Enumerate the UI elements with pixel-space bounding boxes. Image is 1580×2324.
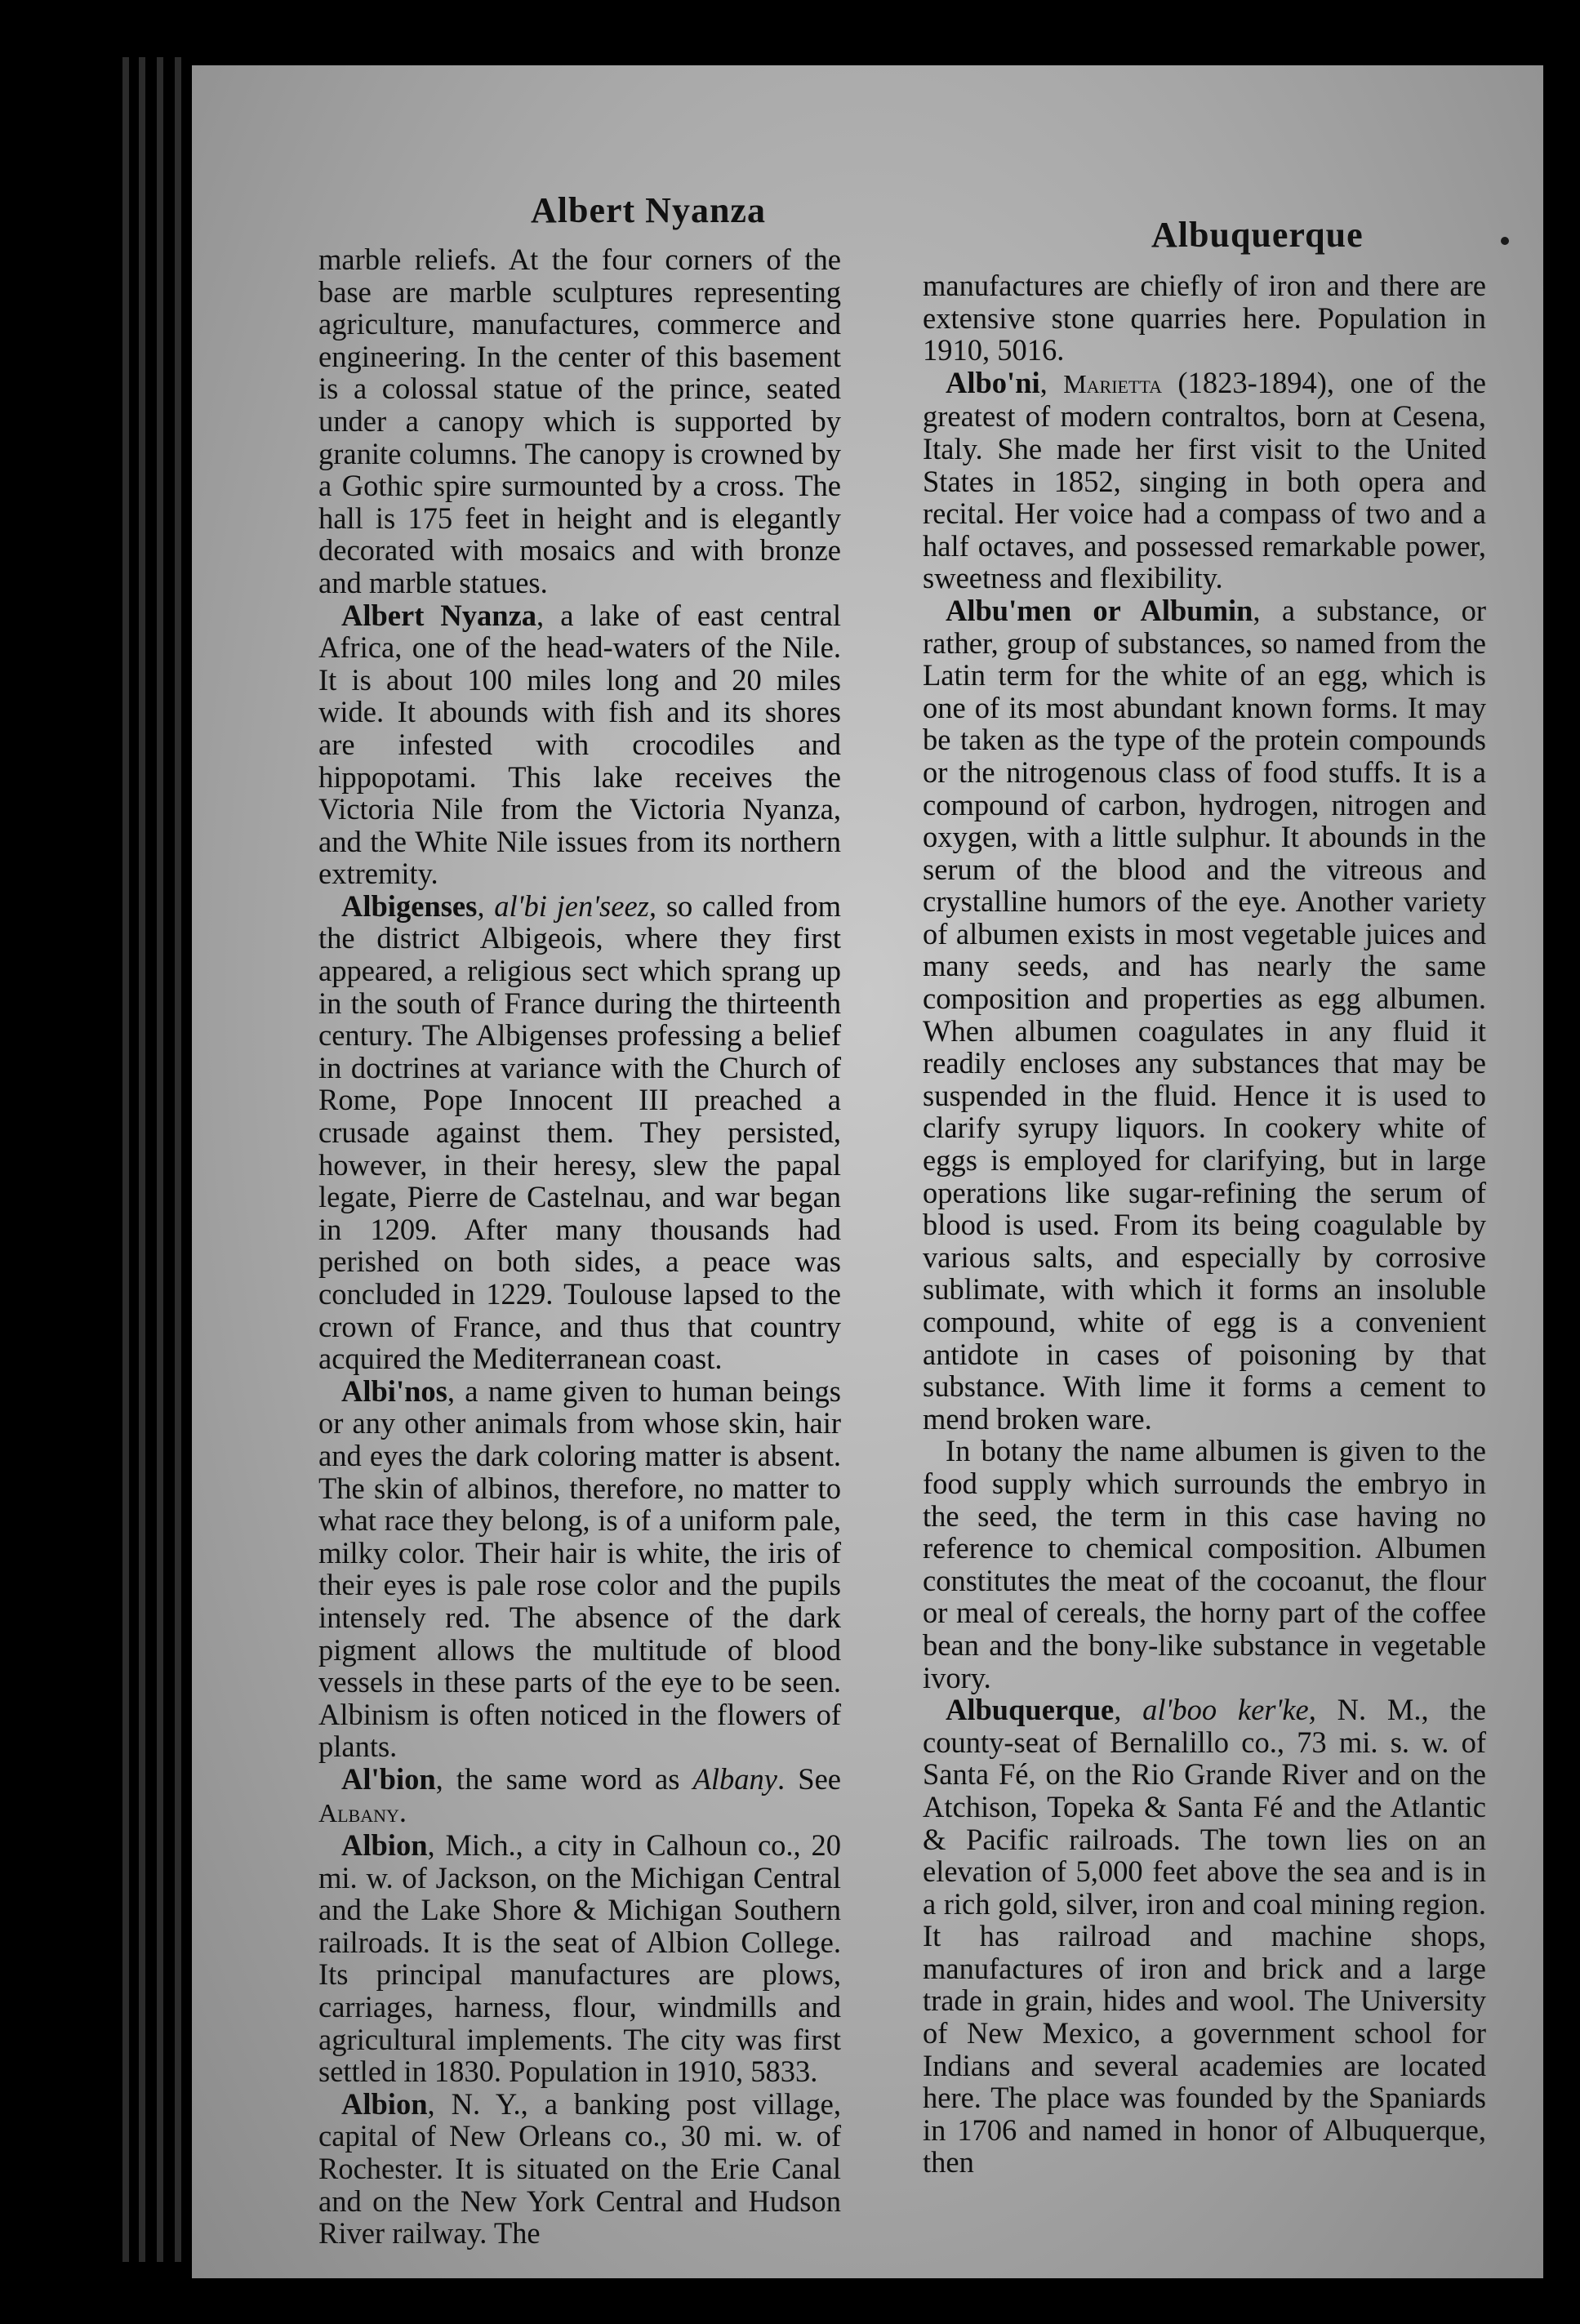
encyclopedia-entry: [923, 594, 1486, 1435]
book-binding-edge: [139, 57, 145, 2262]
entry-headword: Albu'men or Albumin: [946, 593, 1253, 627]
entry-text: marble reliefs. At the four corners of the base are marble sculptures representing agriculture, manufactures, commerce and engineering. In the center of this basement is a colossal statue of the prince, seated under a canopy which is supported by granite columns. The canopy is crowned by a Gothic spire surmounted by a cross. The hall is 175 feet in height and is elegantly decorated with mosaics and with bronze and marble statues.: [318, 243, 841, 599]
entry-text: . See: [777, 1761, 841, 1796]
entry-headword: Albigenses: [341, 888, 478, 923]
book-binding-edge: [175, 57, 181, 2262]
entry-headword: Albi'nos: [341, 1373, 447, 1408]
encyclopedia-entry: [318, 890, 841, 1375]
entry-text: , the same word as: [435, 1761, 693, 1796]
entry-text: (1823-1894), one of the greatest of modern contraltos, born at Cesena, Italy. She made her first visit to the United States in 1852, singing in both opera and recital. Her voice had a compass of two and a half octaves, and possessed remarkable power, sweetness and flexibility.: [923, 365, 1486, 595]
left-text-column: [318, 243, 841, 2250]
entry-text: manufactures are chiefly of iron and there are extensive stone quarries here. Population in 1910, 5016.: [923, 269, 1486, 367]
encyclopedia-entry: [318, 1829, 841, 2088]
encyclopedia-entry: Albo'ni, Marietta (1823-1894), one of the greatest of modern contraltos, born at Cesena, Italy. She made her first visit to the United States in 1852, singing in both opera and recital. Her voice had a compass of two and a half octaves, and possessed remarkable power, sweetness and flexibility.: [923, 365, 1486, 595]
encyclopedia-entry: [923, 1694, 1486, 2179]
entry-headword: Albo'ni: [946, 365, 1040, 399]
page-speck: [1501, 237, 1509, 245]
right-text-column: [923, 269, 1486, 2179]
entry-text: .: [398, 1794, 407, 1828]
entry-headword: Albion: [341, 2086, 428, 2121]
running-head-right: Albuquerque: [1151, 215, 1364, 255]
running-head-left: Albert Nyanza: [531, 190, 766, 230]
book-binding-edge: [122, 57, 129, 2262]
entry-small-caps: Marietta: [1063, 368, 1162, 398]
entry-text: In botany the name albumen is given to the food supply which surrounds the embryo in the seed, the term in this case having no reference to chemical composition. Albumen constitutes the meat of the cocoanut, the flour or meal of cereals, the horny part of the coffee bean and the bony-like substance in vegetable ivory.: [923, 1434, 1486, 1694]
continued-paragraph: [318, 243, 841, 599]
entry-text: , a substance, or rather, group of substances, so named from the Latin term for the white of an egg, which is one of its most abundant known forms. It may be taken as the type of the protein compounds or the nitrogenous class of food stuffs. It is a compound of carbon, hydrogen, nitrogen and oxygen, with a little sulphur. It abounds in the serum of the blood and the vitreous and crystalline humors of the eye. Another variety of albumen exists in most vegetable juices and many seeds, and has nearly the same composition and properties as egg albumen. When albumen coagulates in any fluid it readily encloses any substances that may be suspended in the fluid. Hence it is used to clarify syrupy liquors. In cookery white of eggs is employed for clarifying, but in large operations like sugar-refining the serum of blood is used. From its being coagulable by various salts, and especially by corrosive sublimate, with which it forms an insoluble compound, white of egg is a convenient antidote in cases of poisoning by that substance. With lime it forms a cement to mend broken ware.: [923, 593, 1486, 1436]
entry-headword: Al'bion: [341, 1761, 436, 1796]
entry-pronunciation: , al'bi jen'seez,: [477, 888, 656, 923]
encyclopedia-entry: [318, 2088, 841, 2250]
paragraph: [923, 1435, 1486, 1694]
continued-paragraph: [923, 269, 1486, 367]
cross-reference-entry: [318, 1763, 841, 1829]
entry-text: so called from the district Albigeois, where they first appeared, a religious sect which sprang up in the south of France during the thirteenth century. The Albigenses professing a belief in doctrines at variance with the Church of Rome, Pope Innocent III preached a crusade against them. They persisted, however, in their heresy, slew the papal legate, Pierre de Castelnau, and war began in 1209. After many thousands had perished on both sides, a peace was concluded in 1229. Toulouse lapsed to the crown of France, and thus that country acquired the Mediterranean coast.: [318, 888, 841, 1376]
book-binding-edge: [157, 57, 163, 2262]
encyclopedia-entry: [318, 1375, 841, 1763]
entry-italic: Albany: [692, 1761, 777, 1796]
entry-text: , N. Y., a banking post village, capital of New Orleans co., 30 mi. w. of Rochester. It is situated on the Erie Canal and on the New York Central and Hudson River railway. The: [318, 2086, 841, 2251]
entry-headword: Albion: [341, 1828, 428, 1863]
entry-text: N. M., the county-seat of Bernalillo co., 73 mi. s. w. of Santa Fé, on the Rio Grande River and on the Atchison, Topeka & Santa Fé and the Atlantic & Pacific railroads. The town lies on an elevation of 5,000 feet above the sea and is in a rich gold, silver, iron and coal mining region. It has railroad and machine shops, manufactures of iron and brick and a large trade in grain, hides and wool. The University of New Mexico, a government school for Indians and several academies are located here. The place was founded by the Spaniards in 1706 and named in honor of Albuquerque, then: [923, 1693, 1486, 2179]
entry-small-caps: Albany: [318, 1797, 399, 1828]
encyclopedia-entry: [318, 599, 841, 890]
entry-text: , Mich., a city in Calhoun co., 20 mi. w. of Jackson, on the Michigan Central and the Lake Shore & Michigan Southern railroads. It is the seat of Albion College. Its principal manufactures are plows, carriages, harness, flour, windmills and agricultural implements. The city was first settled in 1830. Population in 1910, 5833.: [318, 1828, 841, 2089]
entry-headword: Albert Nyanza: [341, 598, 537, 632]
entry-headword: Albuquerque: [946, 1693, 1115, 1727]
entry-text: , a lake of east central Africa, one of the head-waters of the Nile. It is about 100 miles long and 20 miles wide. It abounds with fish and its shores are infested with crocodiles and hippopotami. This lake receives the Victoria Nile from the Victoria Nyanza, and the White Nile issues from its northern extremity.: [318, 598, 841, 891]
entry-pronunciation: , al'boo ker'ke,: [1114, 1693, 1316, 1727]
entry-text: , a name given to human beings or any other animals from whose skin, hair and eyes the dark coloring matter is absent. The skin of albinos, therefore, no matter to what race they belong, is of a uniform pale, milky color. Their hair is white, the iris of their eyes is pale rose color and the pupils intensely red. The absence of the dark pigment allows the multitude of blood vessels in these parts of the eye to be seen. Albinism is often noticed in the flowers of plants.: [318, 1373, 841, 1764]
